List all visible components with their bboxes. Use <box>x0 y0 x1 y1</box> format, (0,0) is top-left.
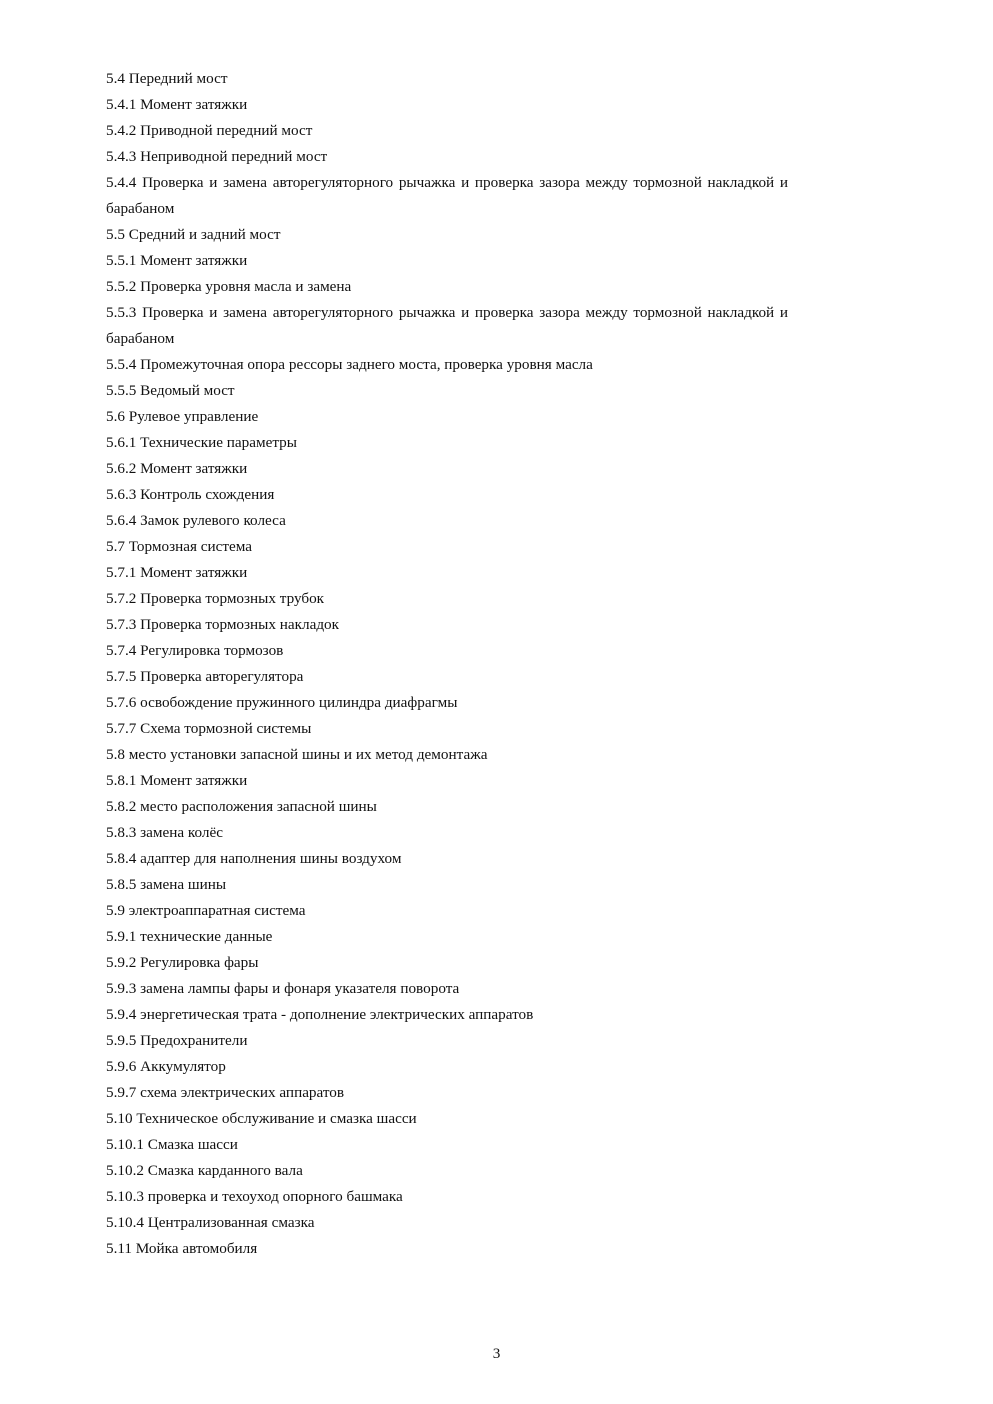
toc-entry: 5.7.7 Схема тормозной системы <box>106 720 312 737</box>
toc-entry: 5.7.2 Проверка тормозных трубок <box>106 590 325 607</box>
toc-entry: 5.10.2 Смазка карданного вала <box>106 1162 303 1179</box>
toc-entry: 5.7.1 Момент затяжки <box>106 564 248 581</box>
toc-entry: 5.9.4 энергетическая трата - дополнение электрических аппаратов <box>106 1006 534 1023</box>
toc-entry: 5.7.6 освобождение пружинного цилиндра диафрагмы <box>106 694 458 711</box>
toc-entry: 5.9.3 замена лампы фары и фонаря указателя поворота <box>106 980 460 997</box>
toc-entry: 5.6.2 Момент затяжки <box>106 460 248 477</box>
toc-entry: 5.6 Рулевое управление <box>106 408 259 425</box>
toc-entry: 5.6.1 Технические параметры <box>106 434 297 451</box>
toc-entry: 5.8.5 замена шины <box>106 876 227 893</box>
toc-entry: 5.5.1 Момент затяжки <box>106 252 248 269</box>
toc-entry: 5.8.3 замена колёс <box>106 824 223 841</box>
toc-entry: 5.4.2 Приводной передний мост <box>106 122 313 139</box>
toc-entry: 5.9 электроаппаратная система <box>106 902 306 919</box>
toc-entry: 5.5.2 Проверка уровня масла и замена <box>106 278 352 295</box>
table-of-contents <box>106 66 788 1262</box>
toc-entry: 5.4.4 Проверка и замена авторегуляторного рычажка и проверка зазора между тормозной накладкой и барабаном <box>106 174 788 217</box>
toc-entry: 5.10.4 Централизованная смазка <box>106 1214 315 1231</box>
toc-entry: 5.5.3 Проверка и замена авторегуляторного рычажка и проверка зазора между тормозной накладкой и барабаном <box>106 304 788 347</box>
toc-entry: 5.5 Средний и задний мост <box>106 226 281 243</box>
toc-entry: 5.8.4 адаптер для наполнения шины воздухом <box>106 850 402 867</box>
toc-entry: 5.9.5 Предохранители <box>106 1032 248 1049</box>
toc-entry: 5.11 Мойка автомобиля <box>106 1240 258 1257</box>
toc-entry: 5.7 Тормозная система <box>106 538 252 555</box>
toc-entry: 5.8.1 Момент затяжки <box>106 772 248 789</box>
toc-entry: 5.8 место установки запасной шины и их метод демонтажа <box>106 746 488 763</box>
toc-entry: 5.9.1 технические данные <box>106 928 273 945</box>
toc-entry: 5.8.2 место расположения запасной шины <box>106 798 377 815</box>
toc-entry: 5.10.3 проверка и техоуход опорного башмака <box>106 1188 403 1205</box>
toc-entry: 5.9.7 схема электрических аппаратов <box>106 1084 345 1101</box>
toc-entry: 5.5.5 Ведомый мост <box>106 382 235 399</box>
toc-entry: 5.4.3 Неприводной передний мост <box>106 148 328 165</box>
toc-entry: 5.9.6 Аккумулятор <box>106 1058 226 1075</box>
toc-entry: 5.7.3 Проверка тормозных накладок <box>106 616 340 633</box>
toc-entry: 5.10.1 Смазка шасси <box>106 1136 238 1153</box>
toc-entry: 5.6.4 Замок рулевого колеса <box>106 512 286 529</box>
toc-entry: 5.7.4 Регулировка тормозов <box>106 642 284 659</box>
toc-entry: 5.5.4 Промежуточная опора рессоры заднего моста, проверка уровня масла <box>106 356 593 373</box>
page-number: 3 <box>492 1345 501 1362</box>
toc-entry: 5.4 Передний мост <box>106 70 228 87</box>
toc-entry: 5.6.3 Контроль схождения <box>106 486 275 503</box>
toc-entry: 5.10 Техническое обслуживание и смазка шасси <box>106 1110 417 1127</box>
toc-entry: 5.9.2 Регулировка фары <box>106 954 259 971</box>
toc-entry: 5.7.5 Проверка авторегулятора <box>106 668 304 685</box>
toc-entry: 5.4.1 Момент затяжки <box>106 96 248 113</box>
